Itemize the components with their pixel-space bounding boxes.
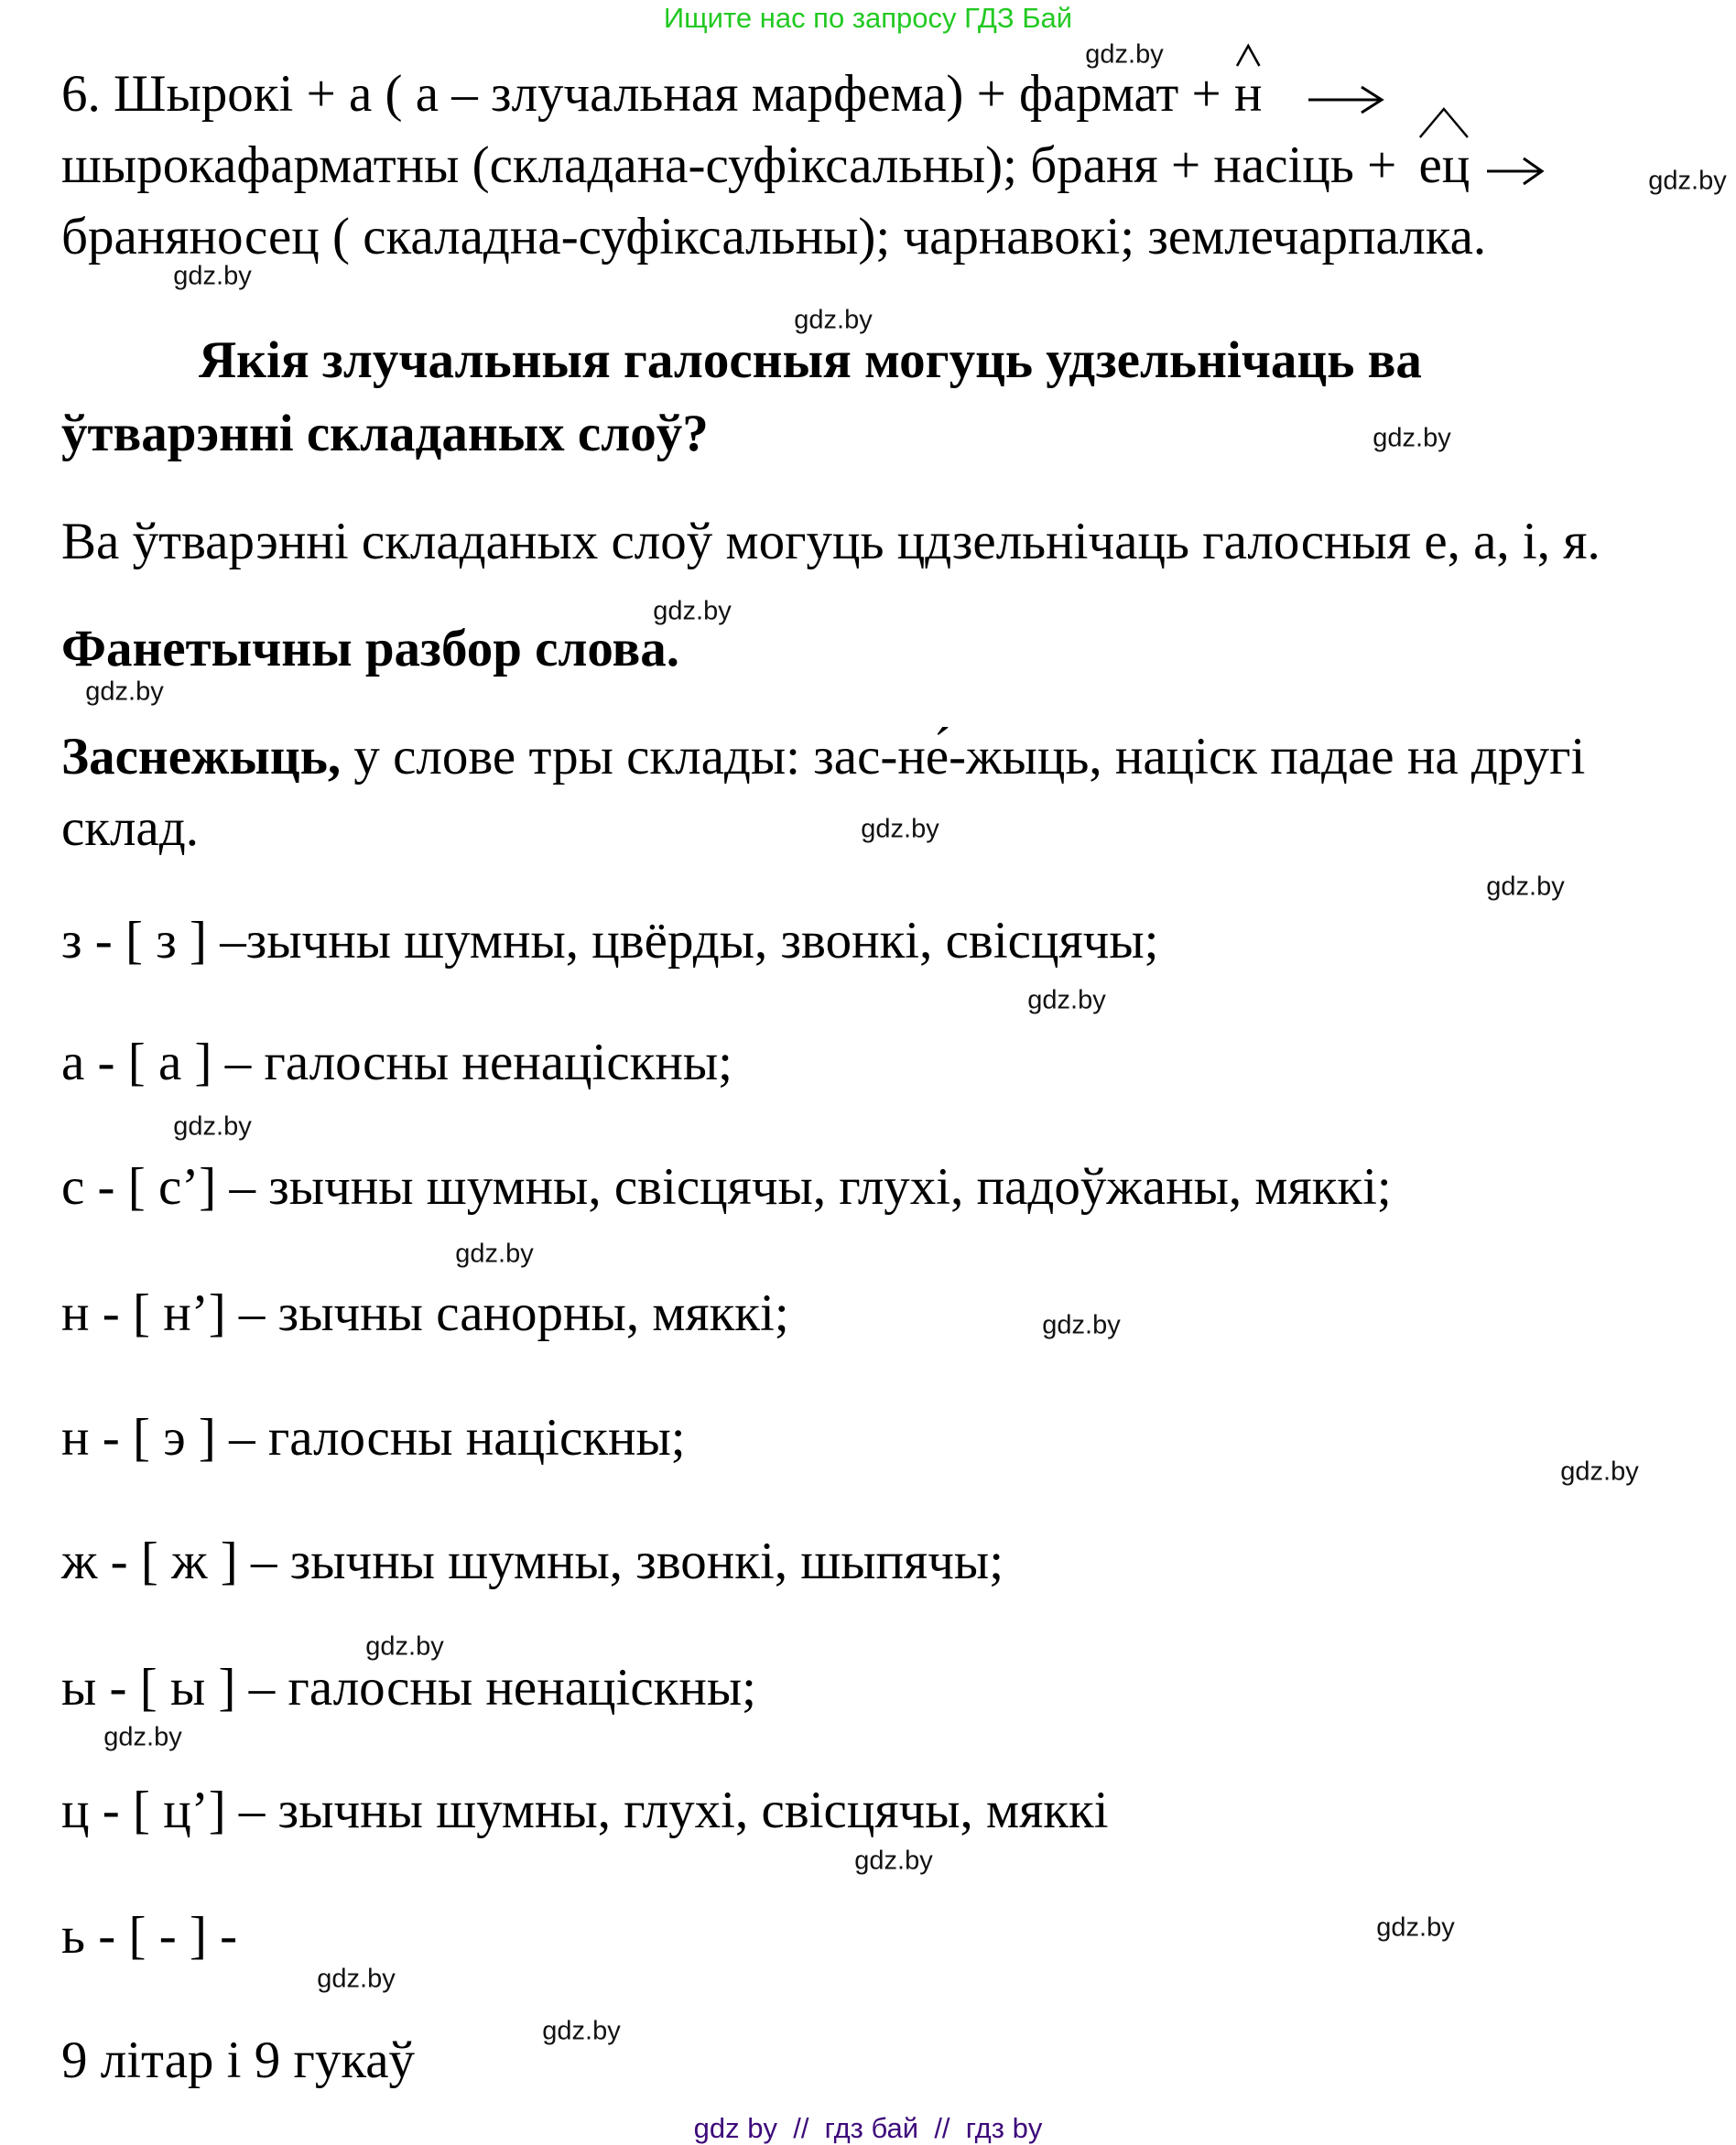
phonetic-row-3: с - [ с’] – зычны шумны, свісцячы, глухі, падоўжаны, мяккі; (61, 1158, 1392, 1216)
phonetic-summary: 9 літар і 9 гукаў (61, 2031, 416, 2089)
exercise6-line2-text: шырокафарматны (складана-суфіксальны); браня + насіць + (61, 136, 1410, 194)
suffix-marker-n: н (1234, 68, 1263, 120)
arrow-right-icon (1307, 72, 1385, 125)
phonetic-row-7: ы - [ ы ] – галосны ненаціскны; (61, 1659, 757, 1717)
watermark: gdz.by (542, 2016, 621, 2046)
answer-text: Ва ўтварэнні складаных слоў могуць цдзельнічаць галосныя е, а, і, я. (61, 513, 1600, 570)
exercise6-line1 (61, 65, 1385, 125)
watermark: gdz.by (173, 1111, 252, 1142)
watermark: gdz.by (1373, 423, 1451, 453)
phonetic-title: Фанетычны разбор слова. (61, 620, 680, 677)
watermark: gdz.by (455, 1239, 534, 1269)
caret-icon (1418, 106, 1470, 139)
watermark: gdz.by (317, 1964, 396, 1994)
phonetic-row-1: з - [ з ] –зычны шумны, цвёрды, звонкі, свісцячы; (61, 912, 1159, 970)
question-line1: Якія злучальныя галосныя могуць удзельнічаць ва (199, 331, 1422, 389)
watermark: gdz.by (653, 596, 732, 626)
analyzed-word: Заснежыць, (61, 728, 342, 785)
search-hint-link[interactable]: Ищите нас по запросу ГДЗ Бай (663, 2, 1073, 34)
watermark: gdz.by (1027, 985, 1106, 1015)
phonetic-row-6: ж - [ ж ] – зычны шумны, звонкі, шыпячы; (61, 1533, 1004, 1590)
watermark: gdz.by (1085, 39, 1164, 70)
phonetic-row-5: н - [ э ] – галосны націскны; (61, 1409, 686, 1467)
phonetic-intro-line1 (61, 728, 1586, 785)
question-line2: ўтварэнні складаных слоў? (61, 405, 709, 462)
watermark: gdz.by (365, 1631, 444, 1662)
arrow-right-icon (1485, 144, 1546, 196)
watermark: gdz.by (85, 677, 164, 707)
watermark: gdz.by (1376, 1912, 1455, 1943)
watermark: gdz.by (861, 814, 939, 844)
suffix-marker-ec: ец (1418, 139, 1470, 191)
exercise6-line3: браняносец ( скаладна-суфіксальны); чарнавокі; землечарпалка. (61, 208, 1487, 265)
footer-links[interactable]: gdz by // гдз бай // гдз by (693, 2112, 1043, 2144)
phonetic-intro-rest: у слове тры склады: зас-не́-жыць, націск падае на другі (341, 728, 1586, 785)
exercise6-line2 (61, 136, 1546, 196)
phonetic-row-9: ь - [ - ] - (61, 1907, 238, 1965)
watermark: gdz.by (1486, 872, 1565, 902)
exercise6-line1-text: 6. Шырокі + а ( а – злучальная марфема) + фармат + (61, 65, 1234, 123)
phonetic-row-4: н - [ н’] – зычны санорны, мяккі; (61, 1284, 789, 1342)
watermark: gdz.by (103, 1722, 182, 1752)
watermark: gdz.by (173, 261, 252, 291)
caret-icon (1234, 40, 1263, 68)
watermark: gdz.by (1042, 1310, 1121, 1340)
phonetic-row-8: ц - [ ц’] – зычны шумны, глухі, свісцячы, мяккі (61, 1782, 1109, 1839)
watermark: gdz.by (854, 1846, 933, 1876)
phonetic-intro-line2: склад. (61, 799, 199, 857)
phonetic-row-2: а - [ а ] – галосны ненаціскны; (61, 1034, 733, 1091)
watermark: gdz.by (794, 305, 873, 335)
watermark: gdz.by (1648, 166, 1727, 196)
watermark: gdz.by (1560, 1457, 1639, 1487)
